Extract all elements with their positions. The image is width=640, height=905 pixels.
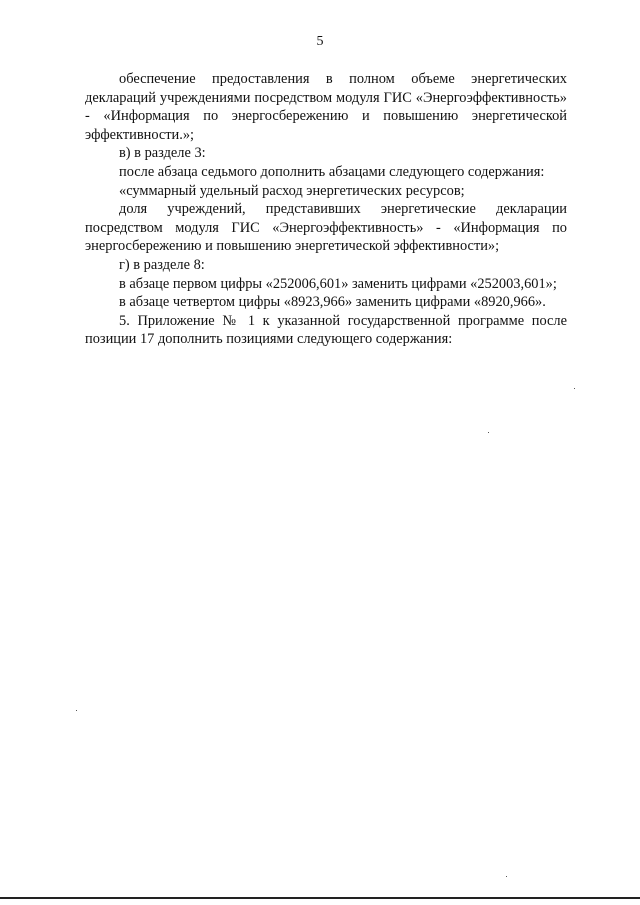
paragraph-section-3-heading: в) в разделе 3: bbox=[119, 145, 206, 162]
paragraph-first-subparagraph-replace: в абзаце первом цифры «252006,601» заменить цифрами «252003,601»; bbox=[119, 275, 557, 292]
paragraph-appendix-1: 5. Приложение № 1 к указанной государственной программе после позиции 17 дополнить позициями следующего содержания: bbox=[85, 312, 567, 348]
paragraph-share-of-institutions: доля учреждений, представивших энергетические декларации посредством модуля ГИС «Энергоэффективность» - «Информация по энергосбережению и повышению энергетической эффективности»; bbox=[85, 201, 567, 255]
paragraph-declarations: обеспечение предоставления в полном объеме энергетических деклараций учреждениями посредством модуля ГИС «Энергоэффективность» - «Информация по энергосбережению и повышению энергетической эффективности.»; bbox=[85, 71, 567, 143]
scan-bottom-edge bbox=[0, 897, 640, 899]
document-body bbox=[85, 70, 567, 349]
paragraph-total-consumption: «суммарный удельный расход энергетических ресурсов; bbox=[119, 182, 465, 199]
scan-speck bbox=[76, 710, 77, 711]
scan-speck bbox=[506, 876, 507, 877]
paragraph-section-8-heading: г) в разделе 8: bbox=[119, 256, 205, 273]
page-number: 5 bbox=[316, 34, 324, 49]
scan-speck bbox=[488, 432, 489, 433]
paragraph-fourth-subparagraph-replace: в абзаце четвертом цифры «8923,966» заменить цифрами «8920,966». bbox=[119, 294, 546, 311]
paragraph-after-seventh: после абзаца седьмого дополнить абзацами следующего содержания: bbox=[119, 163, 545, 180]
scan-speck bbox=[574, 388, 575, 389]
